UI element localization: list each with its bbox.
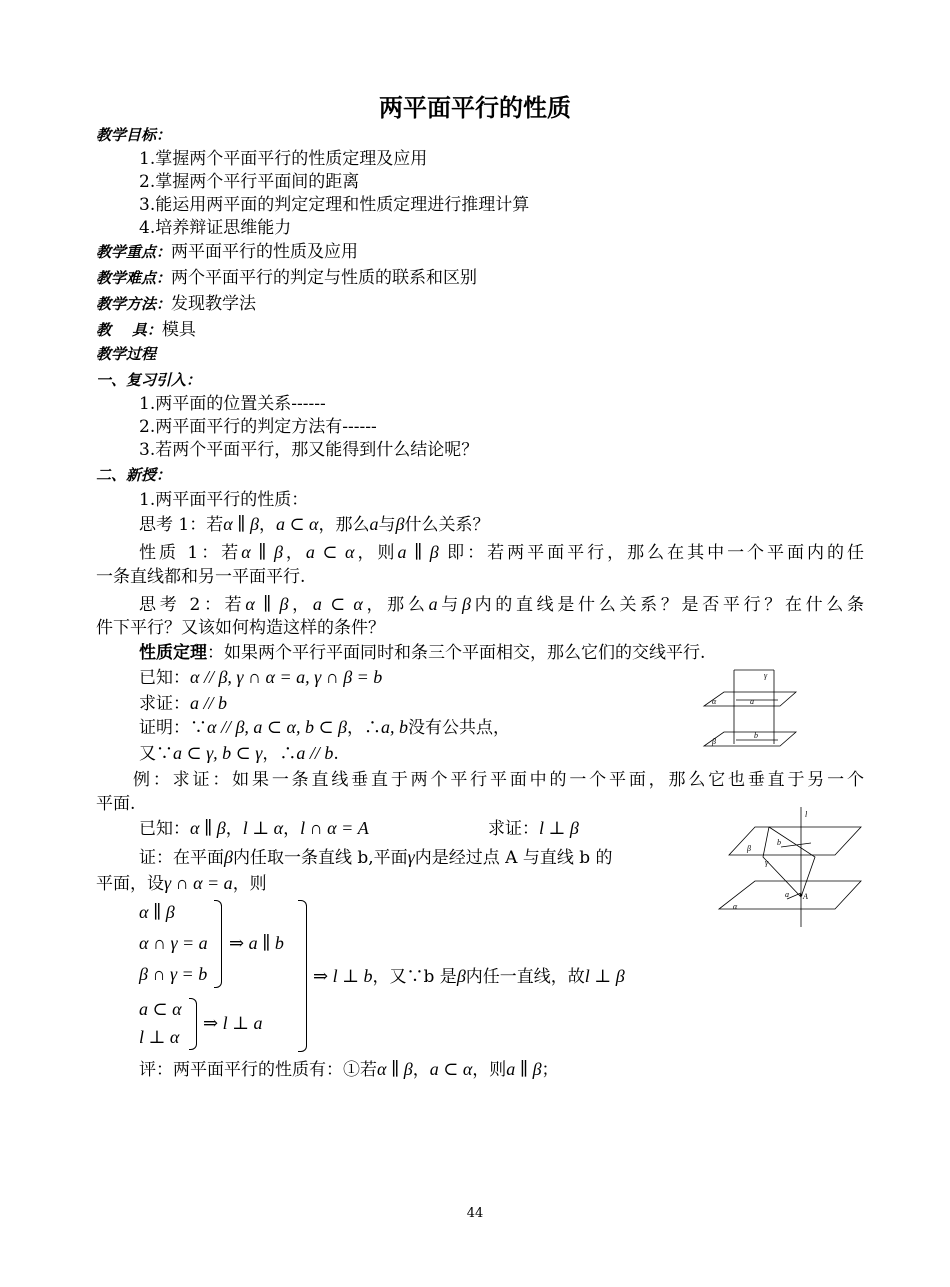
text: ，: [412, 1060, 430, 1080]
difficulty: [96, 267, 477, 289]
section1-item: 1.两平面的位置关系------: [139, 394, 326, 414]
text: 内的直线是什么关系？是否平行？在什么条: [470, 595, 865, 615]
given1: [139, 666, 382, 689]
proof2: [139, 742, 339, 765]
text: 已知：: [139, 819, 190, 839]
plane-beta: [704, 732, 796, 746]
given2: [139, 817, 369, 840]
text: ，则: [354, 543, 398, 563]
text: 求证：: [488, 819, 539, 839]
proof3: [139, 846, 613, 869]
key-point: [96, 241, 358, 263]
perpendicular-line-figure: [715, 805, 865, 930]
math: α ∥ β: [223, 514, 259, 534]
key-point-text: 两平面平行的性质及应用: [171, 242, 359, 262]
text: 性质 1：若: [139, 543, 242, 563]
text: 与: [437, 595, 462, 615]
math: β: [456, 966, 466, 986]
theorem-text: ：如果两个平行平面同时和条三个平面相交，那么它们的交线平行.: [207, 643, 706, 663]
prop1-line1: [139, 541, 864, 564]
text: 内任取一条直线 b,平面: [232, 848, 408, 868]
math: l ⊥ β: [539, 818, 579, 838]
comment: [139, 1058, 559, 1081]
objective-item: 3.能运用两平面的判定定理和性质定理进行推理计算: [139, 195, 530, 215]
sys-result: [229, 932, 284, 955]
think1: [139, 513, 489, 536]
text: 内任一直线，故: [465, 967, 585, 987]
text: ，则: [232, 874, 267, 894]
math: α ∥ β: [190, 818, 226, 838]
parallel-planes-figure: [700, 664, 802, 760]
section2-label: [96, 464, 171, 486]
objective-item: 4.培养辩证思维能力: [139, 218, 292, 238]
text: ，∴: [347, 718, 381, 738]
text: 平面，设: [96, 874, 164, 894]
math: ⇒ l ⊥ b: [313, 966, 373, 986]
brace: [189, 998, 197, 1050]
text: 即：若两平面平行，那么在其中一个平面内的任: [438, 543, 865, 563]
text: 思考 2：若: [139, 595, 246, 615]
text: ，那么: [318, 515, 370, 535]
text: ，: [258, 515, 276, 535]
figure-label: A: [803, 892, 808, 901]
math: a // b: [190, 693, 228, 713]
text: 已知：: [139, 668, 190, 688]
section2-label-text: 二、新授：: [96, 466, 172, 484]
text: ，: [288, 595, 313, 615]
prove2: [488, 817, 579, 840]
math: a // b: [296, 743, 334, 763]
point-a-dot: [800, 894, 803, 897]
brace: [298, 900, 307, 1052]
text: 证明：∵: [139, 718, 207, 738]
difficulty-label: 教学难点：: [96, 269, 172, 287]
page-title: 两平面平行的性质: [379, 94, 571, 122]
math: a ∥ β: [506, 1059, 542, 1079]
math: a: [428, 594, 438, 614]
figure-label: β: [747, 844, 751, 853]
objective-item: 1.掌握两个平面平行的性质定理及应用: [139, 149, 428, 169]
math: ⇒ l ⊥ a: [203, 1013, 263, 1033]
objective-item: 2.掌握两个平行平面间的距离: [139, 172, 360, 192]
math: β: [395, 514, 405, 534]
prop1-line2: 一条直线都和另一平面平行.: [96, 567, 306, 587]
figure-label: α: [733, 902, 738, 911]
theorem-label: 性质定理: [139, 643, 207, 663]
brace: [214, 900, 222, 988]
text: 又∵: [139, 744, 173, 764]
math: l ∩ α = A: [300, 818, 369, 838]
section1-item: 3.若两个平面平行，那又能得到什么结论呢？: [139, 440, 479, 460]
text: ，: [282, 543, 306, 563]
figure-label: b: [754, 731, 758, 740]
math: γ ∩ α = a: [164, 873, 233, 893]
tools-text: 模具: [161, 320, 196, 340]
figure-label: γ: [764, 671, 768, 680]
difficulty-text: 两个平面平行的判定与性质的联系和区别: [171, 268, 478, 288]
proof1: [139, 716, 510, 739]
example-line2: 平面.: [96, 794, 136, 814]
math: a ⊂ γ, b ⊂ γ: [173, 743, 263, 763]
example-line1: 例：求证：如果一条直线垂直于两个平行平面中的一个平面，那么它也垂直于另一个: [133, 770, 864, 790]
process-label: [96, 343, 156, 365]
sys-conclusion: [313, 965, 625, 988]
math: α ∥ β: [377, 1059, 413, 1079]
math: γ: [407, 847, 415, 867]
math: α ∩ γ = a: [139, 933, 208, 953]
sys-result: [203, 1012, 263, 1035]
text: 求证：: [139, 694, 190, 714]
figure-label: γ: [765, 858, 769, 867]
text: ，: [225, 819, 243, 839]
math: a ⊂ α: [139, 999, 182, 1019]
math: α ∥ β: [139, 902, 175, 922]
sys-row: [139, 932, 208, 955]
section2-item1: 1.两平面平行的性质：: [139, 490, 309, 510]
line-a: [787, 893, 801, 899]
section1-item: 2.两平面平行的判定方法有------: [139, 417, 377, 437]
figure-label: β: [712, 737, 716, 746]
tools-label: 教 具：: [96, 321, 162, 339]
figure-label: a: [785, 890, 789, 899]
text: ，: [283, 819, 301, 839]
math: α // β, γ ∩ α = a, γ ∩ β = b: [190, 667, 383, 687]
sys-row: [139, 963, 207, 986]
text: ，又∵b 是: [372, 967, 457, 987]
math: β: [224, 847, 233, 867]
text: ，那么: [362, 595, 429, 615]
objectives-label-text: 教学目标：: [96, 126, 172, 144]
figure-label: α: [712, 697, 717, 706]
text: .: [333, 744, 339, 764]
sys-row: [139, 998, 182, 1021]
figure-label: b: [777, 838, 781, 847]
key-point-label: 教学重点：: [96, 243, 172, 261]
text: 评：两平面平行的性质有：①若: [139, 1060, 377, 1080]
method: [96, 293, 256, 315]
process-label-text: 教学过程: [96, 345, 157, 363]
method-text: 发现教学法: [171, 294, 257, 314]
text: 内是经过点 A 与直线 b 的: [414, 848, 613, 868]
math: l ⊥ α: [139, 1027, 180, 1047]
math: α ∥ β: [241, 542, 283, 562]
method-label: 教学方法：: [96, 295, 172, 313]
think2-line2: 件下平行？又该如何构造这样的条件？: [96, 618, 385, 638]
math: a ⊂ α: [312, 594, 363, 614]
sys-row: [139, 1026, 179, 1049]
text: 思考 1：若: [139, 515, 224, 535]
text: ，则: [472, 1060, 507, 1080]
math: a ⊂ α: [429, 1059, 473, 1079]
figure-label: a: [750, 697, 754, 706]
text: 证：在平面: [139, 848, 224, 868]
plane-gamma: [763, 827, 815, 897]
page-number: 44: [466, 1206, 484, 1221]
math: a: [369, 514, 379, 534]
math: β: [461, 594, 471, 614]
math: l ⊥ α: [242, 818, 284, 838]
tools: [96, 319, 196, 341]
text: 什么关系？: [404, 515, 490, 535]
objectives-label: [96, 124, 171, 146]
math: ⇒ a ∥ b: [229, 933, 284, 953]
text: ；: [541, 1060, 559, 1080]
math: a ⊂ α: [305, 542, 355, 562]
math: l ⊥ β: [584, 966, 625, 986]
proof4: [96, 872, 267, 895]
think2-line1: [139, 593, 864, 616]
figure-label: l: [805, 810, 808, 819]
math: α // β, a ⊂ α, b ⊂ β: [207, 717, 347, 737]
text: ，∴: [262, 744, 297, 764]
sys-row: [139, 901, 175, 924]
section1-label-text: 一、复习引入：: [96, 371, 202, 389]
math: a ∥ β: [397, 542, 439, 562]
prove1: [139, 692, 227, 715]
math: a ⊂ α: [275, 514, 319, 534]
text: 与: [378, 515, 396, 535]
line-b: [781, 843, 811, 847]
theorem: [139, 642, 705, 664]
math: a, b: [381, 717, 408, 737]
math: α ∥ β: [245, 594, 289, 614]
section1-label: [96, 369, 201, 391]
math: β ∩ γ = b: [139, 964, 208, 984]
text: 没有公共点，: [408, 718, 510, 738]
